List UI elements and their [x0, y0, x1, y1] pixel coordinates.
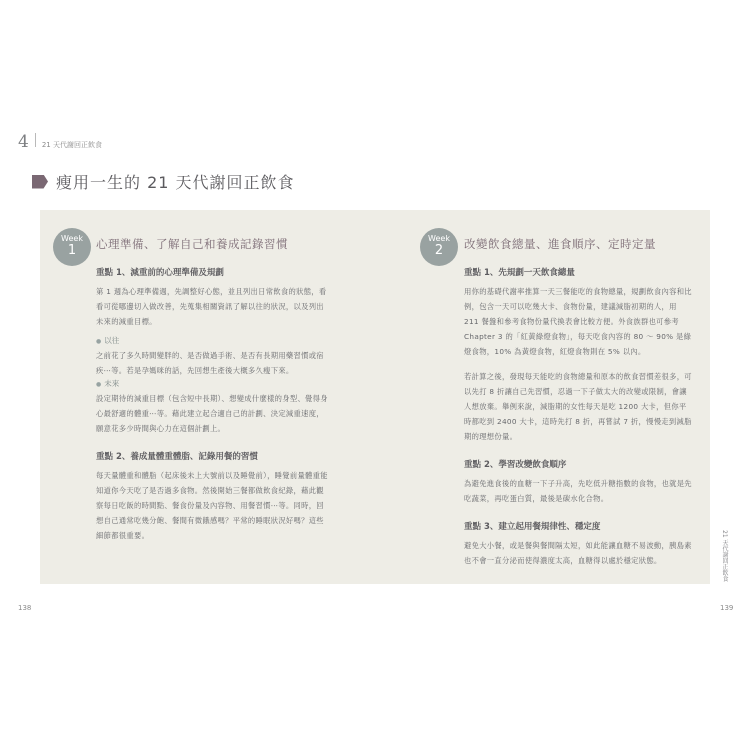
- week2-badge: [420, 228, 458, 266]
- week1-future-label: ● 未來: [96, 378, 328, 389]
- week2-point3-title: 重點 3、建立起用餐規律性、穩定度: [464, 522, 601, 532]
- week2-point2-text: 為避免進食後的血糖一下子升高，先吃低升糖指數的食物，也就是先吃蔬菜，再吃蛋白質，最後是碳水化合物。: [464, 479, 692, 503]
- chapter-divider: [35, 133, 36, 147]
- page-number-right: 139: [720, 604, 734, 612]
- content-panel: [40, 210, 710, 584]
- week1-column: [96, 236, 328, 543]
- week2-badge-label: Week: [428, 234, 450, 243]
- week1-badge-label: Week: [61, 234, 83, 243]
- section-heading: [32, 170, 295, 193]
- week1-title: 心理準備、了解自己和養成記錄習慣: [96, 237, 288, 251]
- week1-point2-title: 重點 2、養成量體重體脂、記錄用餐的習慣: [96, 452, 258, 462]
- week2-point1-text2: 若計算之後，發現每天能吃的食物總量和原本的飲食習慣差很多，可以先打 8 折讓自己先習慣，忍過一下子做太大的改變或限制，會讓人想放棄。舉例來說，減脂期的女性每天是吃 1200 大卡，但你平時都吃到 2400 大卡，這時先打 8 折，再嘗試 7 折，慢慢走到減脂期的理想份量。: [464, 372, 692, 441]
- chapter-side-tab: 21 天代謝回正飲食: [721, 530, 728, 582]
- chapter-title: 21 天代謝回正飲食: [41, 141, 102, 149]
- week1-badge: [53, 228, 91, 266]
- week2-badge-number: 2: [434, 243, 444, 258]
- tag-arrow-icon: [32, 175, 48, 189]
- week2-title: 改變飲食總量、進食順序、定時定量: [464, 237, 656, 251]
- week1-past-label: ● 以往: [96, 335, 328, 346]
- week2-point1-text: 用你的基礎代謝率推算一天三餐能吃的食物總量，規劃飲食內容和比例，包含一天可以吃幾大卡、食物份量，建議減脂初期的人，用 211 餐盤和參考食物份量代換表會比較方便。外食族群也可參考 Chapter 3 的「紅黃綠燈食物」，每天吃食內容的 80 ～ 90% 是綠燈食物，10% 為黃燈食物，紅燈食物則在 5% 以內。: [464, 287, 692, 356]
- page-number-left: 138: [18, 604, 32, 612]
- week2-point2-title: 重點 2、學習改變飲食順序: [464, 460, 567, 470]
- week1-future-text: 設定期待的減重目標（包含短中長期）、想變成什麼樣的身型、覺得身心最舒適的體重⋯等。藉此建立起合適自己的計劃、決定減重速度，願意花多少時間與心力在這個計劃上。: [96, 394, 328, 433]
- week2-column: [464, 236, 692, 568]
- week1-point1-text: 第 1 週為心理準備週，先調整好心態，並且列出日常飲食的狀態，看看可從哪邊切入做改善，先蒐集相關資訊了解以往的狀況，以及列出未來的減重目標。: [96, 287, 327, 326]
- week2-point1-title: 重點 1、先規劃一天飲食總量: [464, 268, 575, 278]
- week1-point1-title: 重點 1、減重前的心理準備及規劃: [96, 268, 224, 278]
- week2-point3-text: 避免大小餐，或是餐與餐間隔太短，如此能讓血糖不易波動，胰島素也不會一直分泌而使得濃度太高，血糖得以處於穩定狀態。: [464, 541, 692, 565]
- section-title: 瘦用一生的 21 天代謝回正飲食: [56, 173, 295, 192]
- week1-badge-number: 1: [67, 243, 77, 258]
- week1-point2-text: 每天量體重和體脂（起床後未上大號前以及睡覺前），睡覺前量體重能知道你今天吃了是否過多食物。然後開始三餐都做飲食紀錄，藉此觀察每日吃飯的時間點、餐食份量及內容物、用餐習慣⋯等。同時，回想自己通常吃幾分飽、餐間有微餓感嗎？平常的睡眠狀況好嗎？這些細節都很重要。: [96, 471, 328, 540]
- chapter-header: [18, 132, 102, 152]
- week1-past-text: 之前花了多久時間變胖的、是否做過手術、是否有長期用藥習慣或宿疾⋯等。若是孕媽咪的話，先回想生產後大概多久瘦下來。: [96, 351, 324, 375]
- chapter-number: 4: [18, 132, 29, 152]
